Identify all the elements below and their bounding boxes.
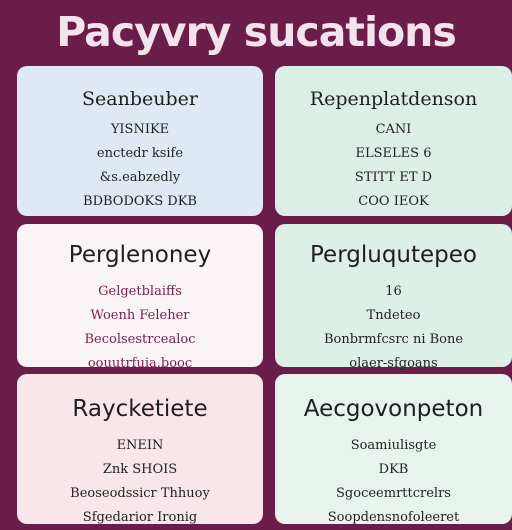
card-line: Tndeteo [366,308,421,323]
card-repenplatdenson [275,66,512,216]
card-raycketiete [17,374,263,524]
card-title: Aecgovonpeton [303,396,484,422]
card-lines [25,434,255,530]
card-lines [283,434,504,530]
card-line: Gelgetblaiffs [98,284,182,299]
card-line: YISNIKE [110,122,170,137]
card-line: Soopdensnofoleeret [327,510,460,525]
card-line: STITT ET D [354,170,433,185]
card-line: ENEIN [116,438,164,453]
card-line: 16 [385,284,402,299]
card-lines [25,118,255,214]
card-aecgovonpeton [275,374,512,524]
card-line: Sgoceemrttcrelrs [336,486,451,501]
card-line: CANI [375,122,412,137]
card-line: ELSELES 6 [355,146,432,161]
card-line: oouutrfuia.booc [87,356,193,371]
page-title: Pacyvry sucations [56,8,456,56]
card-line: Znk SHOIS [102,462,178,477]
card-title: Seanbeuber [82,88,198,110]
card-title: Perglenoney [68,242,212,268]
card-title: Raycketiete [72,396,208,422]
card-line: BDBODOKS DKB [83,194,197,209]
card-line: Becolsestrcealoc [84,332,196,347]
card-title: Pergluqutepeo [310,242,477,268]
card-line: Sfgedarior Ironig [82,510,198,525]
card-seanbeuber [17,66,263,216]
card-line: Soamiulisgte [350,438,437,453]
card-line: enctedr ksife [96,146,184,161]
card-line: &s.eabzedly [99,170,181,185]
card-line: DKB [378,462,409,477]
card-line: Beoseodssicr Thhuoy [70,486,210,501]
card-lines [283,280,504,376]
card-lines [25,280,255,376]
card-line: olaer-sfgoans [349,356,438,371]
card-line: Bonbrmfcsrc ni Bone [323,332,464,347]
card-title: Repenplatdenson [309,88,478,110]
card-line: Woenh Feleher [90,308,190,323]
card-perglenoney [17,224,263,371]
card-lines [283,118,504,214]
card-pergluqutepeo [275,224,512,371]
card-line: COO IEOK [358,194,429,209]
